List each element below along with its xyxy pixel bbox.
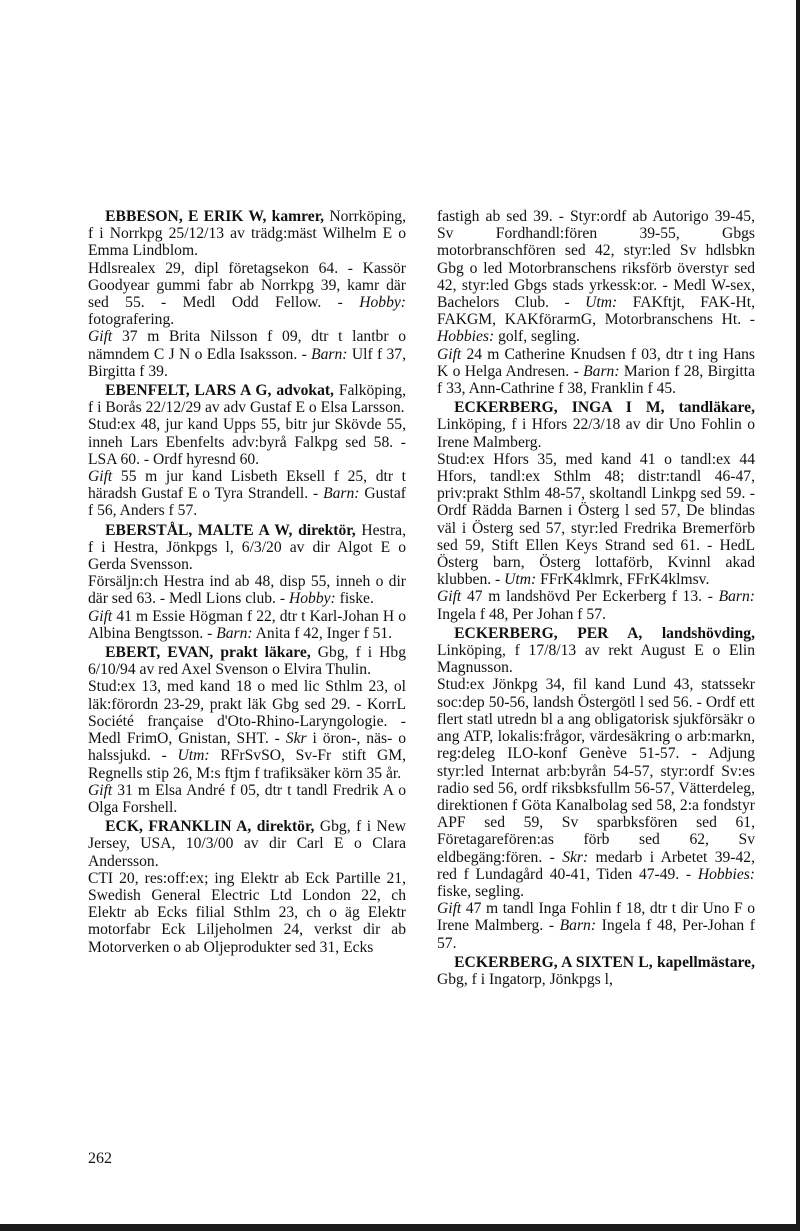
left-column: [88, 208, 406, 956]
entry-career: fastigh ab sed 39. - Styr:ordf ab Autorigo 39-45, Sv Fordhandl:fören 39-55, Gbgs motorbranschfören sed 42, styr:led Sv hdlsbkn Gbg o led Motorbranschens riksförb överstyr sed 42, styr:led Gbgs stads yrkessk:or. - Medl W-sex, Bachelors Club. - Utm: FAKftjt, FAK-Ht, FAKGM, KAKförarmG, Motorbranschens Ht. - Hobbies: golf, segling.: [437, 208, 756, 346]
gift-label: Gift: [437, 345, 462, 363]
entry-name: ECK, FRANKLIN A,: [105, 818, 252, 836]
utm-text: RFrSvSO, Sv-Fr stift GM, Regnells stip 26, M:s ftjm f trafiksäker körn 35 år.: [88, 747, 407, 782]
barn-text: Marion f 28, Birgitta f 33, Ann-Cathrine f 38, Franklin f 45.: [437, 362, 755, 398]
entry-eck: [88, 818, 406, 956]
entry-heading: [437, 625, 755, 677]
skr-text: i öron-, näs- o halssjukd.: [88, 730, 406, 765]
entry-heading: [88, 818, 406, 870]
entry-ebenfelt: [88, 382, 406, 520]
hobbies-label: Hobbies:: [437, 328, 495, 346]
barn-label: Barn:: [559, 917, 597, 935]
utm-label: Utm:: [177, 747, 210, 765]
entry-eckerberg-per: [437, 625, 755, 952]
entry-name: EBERT, EVAN,: [105, 644, 214, 662]
entry-heading: [437, 399, 755, 451]
entry-career: Stud:ex Jönkpg 34, fil kand Lund 43, statssekr soc:dep 50-56, landsh Östergötl l sed 56. - Ordf ett flert statl utredn bl a ang obligatorisk sjukförsäkr o ang ATP, lokalis:frågor, värdesäkring o arb:markn, reg:deleg ILO-konf Genève 51-57. - Adjung styr:led Internat arb:byrån 54-57, styr:ordf Sv:es radio sed 56, ordf riksbksfullm 56-57, Vätterdeleg, direktionen f Göta Kanalbolag sed 58, 2:a fondstyr APF sed 59, Sv sparbksfören sed 61, Företagarefören:as förb sed 62, Sv eldbegäng:fören. - Skr: medarb i Arbetet 39-42, red f Lundagård 40-41, Tiden 47-49. - Hobbies: fiske, segling.: [437, 676, 755, 900]
barn-label: Barn:: [311, 345, 348, 363]
skr-label: Skr: [285, 730, 307, 748]
entry-career: Hdlsrealex 29, dipl företagsekon 64. - Kassör Goodyear gummi fabr ab Norrkpg 39, kamr där sed 55. - Medl Odd Fellow. - Hobby: fotografering.: [88, 259, 406, 329]
entry-family: Gift 47 m tandl Inga Fohlin f 18, dtr t dir Uno F o Irene Malmberg. - Barn: Ingela f 48, Per-Johan f 57.: [437, 900, 755, 952]
barn-text: Ingela f 48, Per-Johan f 57.: [437, 917, 755, 952]
utm-label: Utm:: [504, 571, 537, 589]
barn-text: Ulf f 37, Birgitta f 39.: [88, 345, 406, 380]
entry-career: Stud:ex 48, jur kand Upps 55, bitr jur Skövde 55, inneh Lars Ebenfelts adv:byrå Falkpg sed 58. - LSA 60. - Ordf hyresnd 60.: [88, 416, 406, 468]
barn-label: Barn:: [583, 362, 620, 380]
gift-label: Gift: [88, 607, 113, 625]
utm-text: FFrK4klmrk, FFrK4klmsv.: [540, 571, 710, 589]
gift-label: Gift: [88, 781, 113, 799]
right-column: [437, 208, 755, 988]
entry-ebert: [88, 644, 406, 816]
gift-text: 41 m Essie Högman f 22, dtr t Karl-Johan H o Albina Bengtsson.: [88, 607, 406, 642]
entry-title: kamrer,: [271, 208, 325, 225]
entry-name: ECKERBERG, PER A,: [454, 624, 643, 642]
gift-label: Gift: [437, 588, 462, 606]
hobby-text: fotografering.: [88, 311, 175, 329]
hobbies-label: Hobbies:: [697, 865, 755, 883]
barn-label: Barn:: [718, 588, 755, 606]
entry-family: Gift 37 m Brita Nilsson f 09, dtr t lantbr o nämndem C J N o Edla Isaksson. - Barn: Ulf f 37, Birgitta f 39.: [88, 328, 406, 380]
entry-career: Stud:ex Hfors 35, med kand 41 o tandl:ex 44 Hfors, tandl:ex Sthlm 48; distr:tandl 46-47, priv:prakt Sthlm 48-57, skoltandl Linkpg sed 59. - Ordf Rädda Barnen i Österg l sed 57, De blindas väl i Österg sed 57, styr:led Fredrika Bremerförb sed 59, Stift Ellen Keys Strand sed 61. - HedL Österg barn, Österg lottaförb, Kvinnl akad klubben. - Utm: FFrK4klmrk, FFrK4klmsv.: [437, 450, 755, 589]
entry-family: Gift 41 m Essie Högman f 22, dtr t Karl-Johan H o Albina Bengtsson. - Barn: Anita f 42, Inger f 51.: [88, 607, 406, 642]
entry-eckerberg-sixten: [437, 954, 755, 988]
hobby-label: Hobby:: [288, 590, 336, 608]
entry-name: ECKERBERG, INGA I M,: [454, 399, 665, 417]
entry-intro: Falköping, f i Borås 22/12/29 av adv Gustaf E o Elsa Larsson.: [88, 382, 406, 417]
entry-heading: [88, 644, 406, 678]
scan-edge-bottom: [0, 1224, 800, 1231]
entry-eck-continued: [437, 208, 755, 397]
barn-text: Ingela f 48, Per Johan f 57.: [437, 605, 606, 623]
entry-intro: Linköping, f i Hfors 22/3/18 av dir Uno Fohlin o Irene Malmberg.: [437, 416, 755, 451]
entry-career: Försäljn:ch Hestra ind ab 48, disp 55, inneh o dir där sed 63. - Medl Lions club. - Hobby: fiske.: [88, 573, 406, 608]
gift-text: 37 m Brita Nilsson f 09, dtr t lantbr o nämndem C J N o Edla Isaksson.: [88, 328, 406, 363]
skr-text: medarb i Arbetet 39-42, red f Lundagård 40-41, Tiden 47-49.: [437, 848, 755, 883]
entry-family: [88, 782, 406, 816]
gift-label: Gift: [88, 468, 113, 486]
entry-career: CTI 20, res:off:ex; ing Elektr ab Eck Partille 21, Swedish General Electric Ltd London 22, ch Elektr ab Ecks filial Sthlm 23, ch o äg Elektr motorfabr Eck Liljeholmen 24, verkst dir ab Motorverken o ab Oljeprodukter sed 31, Ecks: [88, 869, 406, 956]
entry-ebbeson: [88, 208, 406, 380]
entry-title: direktör,: [298, 521, 356, 539]
scan-edge-right: [796, 0, 800, 1231]
gift-label: Gift: [88, 328, 113, 346]
entry-family: Gift 24 m Catherine Knudsen f 03, dtr t ing Hans K o Helga Andresen. - Barn: Marion f 28, Birgitta f 33, Ann-Cathrine f 38, Franklin f 45.: [437, 345, 755, 398]
barn-text: Anita f 42, Inger f 51.: [255, 624, 393, 642]
entry-eberstal: [88, 522, 406, 642]
entry-family: Gift 47 m landshövd Per Eckerberg f 13. - Barn: Ingela f 48, Per Johan f 57.: [437, 588, 755, 623]
hobby-label: Hobby:: [359, 294, 406, 312]
gift-text: 31 m Elsa André f 05, dtr t tandl Fredrik A o Olga Forshell.: [88, 781, 406, 816]
gift-text: 55 m jur kand Lisbeth Eksell f 25, dtr t häradsh Gustaf E o Tyra Strandell.: [88, 468, 406, 503]
page-number: 262: [88, 1150, 112, 1167]
barn-label: Barn:: [323, 485, 360, 503]
entry-title: landshövding,: [661, 624, 755, 642]
barn-text: Gustaf f 56, Anders f 57.: [88, 485, 406, 520]
entry-name: EBERSTÅL, MALTE A W,: [105, 521, 293, 539]
entry-heading: [88, 208, 406, 260]
utm-text: FAKftjt, FAK-Ht, FAKGM, KAKförarmG, Motorbranschens Ht.: [437, 294, 755, 329]
entry-title: tandläkare,: [678, 399, 755, 417]
entry-intro: Gbg, f i Ingatorp, Jönkpgs l,: [437, 970, 613, 988]
entry-name: EBENFELT, LARS A G,: [105, 382, 272, 400]
hobby-text: fiske.: [339, 590, 374, 608]
barn-label: Barn:: [216, 624, 253, 642]
entry-family: Gift 55 m jur kand Lisbeth Eksell f 25, dtr t häradsh Gustaf E o Tyra Strandell. - Barn: Gustaf f 56, Anders f 57.: [88, 468, 406, 520]
entry-title: kapellmästare,: [656, 953, 755, 971]
entry-heading: [88, 382, 406, 416]
gift-label: Gift: [437, 900, 462, 918]
gift-text: 47 m tandl Inga Fohlin f 18, dtr t dir Uno F o Irene Malmberg.: [437, 900, 755, 935]
entry-name: EBBESON, E ERIK W,: [105, 208, 267, 225]
entry-intro: Gbg, f i New Jersey, USA, 10/3/00 av dir Carl E o Clara Andersson.: [88, 818, 406, 870]
entry-intro: Gbg, f i Hbg 6/10/94 av red Axel Svenson o Elvira Thulin.: [88, 644, 407, 679]
entry-title: direktör,: [256, 818, 315, 836]
entry-intro: Linköping, f 17/8/13 av rekt August E o Elin Magnusson.: [437, 642, 755, 677]
entry-heading: [88, 522, 406, 574]
entry-title: advokat,: [276, 382, 334, 400]
hobbies-text: golf, segling.: [498, 328, 580, 346]
entry-intro: Hestra, f i Hestra, Jönkpgs l, 6/3/20 av dir Algot E o Gerda Svensson.: [88, 521, 406, 574]
gift-text: 24 m Catherine Knudsen f 03, dtr t ing Hans K o Helga Andresen.: [437, 345, 755, 380]
entry-heading: [437, 954, 755, 988]
entry-eckerberg-inga: [437, 399, 755, 623]
hobbies-text: fiske, segling.: [437, 882, 525, 900]
entry-career: Stud:ex 13, med kand 18 o med lic Sthlm 23, ol läk:förordn 23-29, prakt läk Gbg sed 29. - KorrL Société française d'Oto-Rhino-Laryngologie. - Medl FrimO, Gnistan, SHT. - Skr i öron-, näs- o halssjukd. - Utm: RFrSvSO, Sv-Fr stift GM, Regnells stip 26, M:s ftjm f trafiksäker körn 35 år.: [88, 678, 407, 782]
utm-label: Utm:: [585, 294, 618, 312]
entry-intro: Norrköping, f i Norrkpg 25/12/13 av trädg:mäst Wilhelm E o Emma Lindblom.: [88, 208, 406, 260]
gift-text: 47 m landshövd Per Eckerberg f 13.: [466, 588, 703, 606]
skr-label: Skr:: [562, 848, 589, 866]
entry-title: prakt läkare,: [220, 644, 311, 662]
entry-name: ECKERBERG, A SIXTEN L,: [454, 953, 653, 971]
